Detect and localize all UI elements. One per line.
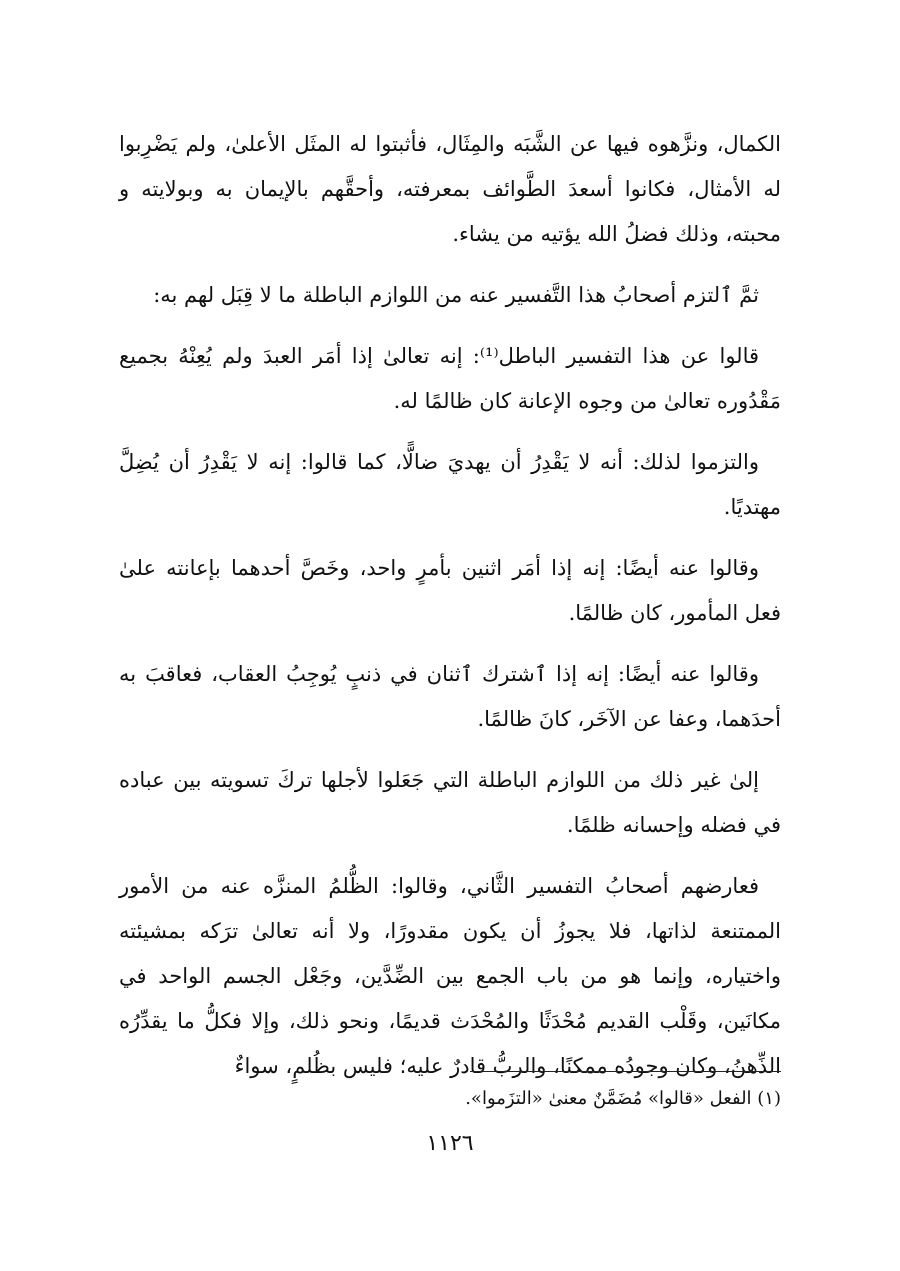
paragraph-2: ثمَّ ٱلتزم أصحابُ هذا التَّفسير عنه من اللوازم الباطلة ما لا قِبَل لهم به: bbox=[153, 283, 759, 307]
paragraph-1: الكمال، ونزَّهوه فيها عن الشَّبَه والمِثَال، فأثبتوا له المثَل الأعلىٰ، ولم يَضْرِبوا له الأمثال، فكانوا أسعدَ الطَّوائف بمعرفته، وأحقَّهم بالإيمان به وبولايته و محبته، وذلك فضلُ الله يؤتيه من يشاء. bbox=[119, 132, 781, 246]
paragraph-3: قالوا عن هذا التفسير الباطل⁽¹⁾: إنه تعالىٰ إذا أمَر العبدَ ولم يُعِنْهُ بجميع مَقْدُوره تعالىٰ من وجوه الإعانة كان ظالمًا له. bbox=[119, 344, 781, 413]
footnote-divider bbox=[470, 1071, 781, 1072]
paragraph-5: وقالوا عنه أيضًا: إنه إذا أمَر اثنين بأمرٍ واحد، وخَصَّ أحدهما بإعانته علىٰ فعل المأمور، كان ظالمًا. bbox=[119, 556, 781, 625]
paragraph-6: وقالوا عنه أيضًا: إنه إذا ٱشترك ٱثنان في ذنبٍ يُوجِبُ العقاب، فعاقبَ به أحدَهما، وعفا عن الآخَر، كانَ ظالمًا. bbox=[119, 662, 781, 731]
paragraph-4: والتزموا لذلك: أنه لا يَقْدِرُ أن يهديَ ضالًّا، كما قالوا: إنه لا يَقْدِرُ أن يُضِلَّ مهتديًا. bbox=[119, 450, 781, 519]
paragraph-7: إلىٰ غير ذلك من اللوازم الباطلة التي جَعَلوا لأجلها تركَ تسويته بين عباده في فضله وإحسانه ظلمًا. bbox=[119, 768, 781, 837]
footnote: (١) الفعل «قالوا» مُضَمَّنٌ معنىٰ «التزَموا». bbox=[465, 1088, 781, 1109]
paragraph-8: فعارضهم أصحابُ التفسير الثَّاني، وقالوا: الظُّلمُ المنزَّه عنه من الأمور الممتنعة لذاتها، فلا يجوزُ أن يكون مقدورًا، ولا أنه تعالىٰ ترَكه بمشيئته واختياره، وإنما هو من باب الجمع بين الضِّدَّين، وجَعْل الجسم الواحد في مكانَين، وقَلْب القديم مُحْدَثًا والمُحْدَث قديمًا، ونحو ذلك، وإلا فكلُّ ما يقدِّرُه الذِّهنُ، وكان وجودُه ممكنًا، والربُّ قادرٌ عليه؛ فليس بظُلمٍ، سواءٌ bbox=[119, 874, 782, 1078]
page-number: ١١٢٦ bbox=[426, 1131, 474, 1156]
body-text bbox=[119, 122, 781, 1105]
